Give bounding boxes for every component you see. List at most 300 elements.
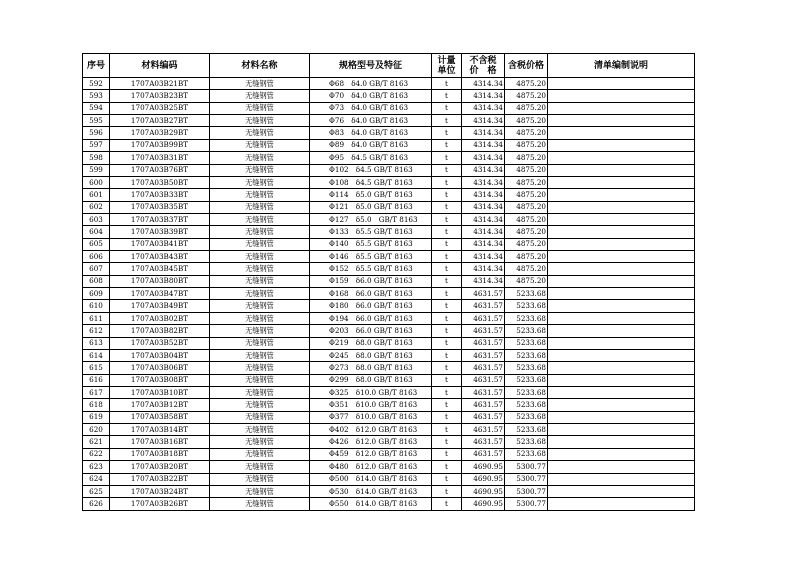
material-code: 1707A03B26BT <box>110 498 210 510</box>
material-code: 1707A03B39BT <box>110 226 210 238</box>
row-number: 600 <box>83 176 110 188</box>
material-code: 1707A03B58BT <box>110 411 210 423</box>
material-code: 1707A03B80BT <box>110 275 210 287</box>
unit: t <box>432 213 462 225</box>
specification: Φ73 δ4.0 GB/T 8163 <box>310 102 432 114</box>
material-code: 1707A03B43BT <box>110 251 210 263</box>
table-row <box>83 312 695 324</box>
material-code: 1707A03B22BT <box>110 473 210 485</box>
row-number: 621 <box>83 436 110 448</box>
material-code: 1707A03B16BT <box>110 436 210 448</box>
row-number: 614 <box>83 349 110 361</box>
price-excl-tax: 4314.34 <box>462 127 505 139</box>
material-name: 无缝钢管 <box>210 213 310 225</box>
table-row <box>83 473 695 485</box>
specification: Φ377 δ10.0 GB/T 8163 <box>310 411 432 423</box>
specification: Φ500 δ14.0 GB/T 8163 <box>310 473 432 485</box>
price-incl-tax: 5233.68 <box>505 411 548 423</box>
price-excl-tax: 4314.34 <box>462 176 505 188</box>
material-name: 无缝钢管 <box>210 337 310 349</box>
unit: t <box>432 226 462 238</box>
table-row <box>83 424 695 436</box>
specification: Φ76 δ4.0 GB/T 8163 <box>310 115 432 127</box>
price-excl-tax: 4314.34 <box>462 164 505 176</box>
note-cell <box>548 399 695 411</box>
table-row <box>83 115 695 127</box>
unit: t <box>432 139 462 151</box>
header-unit <box>432 54 462 78</box>
note-cell <box>548 448 695 460</box>
material-code: 1707A03B45BT <box>110 263 210 275</box>
note-cell <box>548 78 695 90</box>
material-name: 无缝钢管 <box>210 461 310 473</box>
material-code: 1707A03B99BT <box>110 139 210 151</box>
price-incl-tax: 4875.20 <box>505 152 548 164</box>
specification: Φ273 δ8.0 GB/T 8163 <box>310 362 432 374</box>
price-incl-tax: 5233.68 <box>505 436 548 448</box>
material-code: 1707A03B49BT <box>110 300 210 312</box>
note-cell <box>548 176 695 188</box>
material-name: 无缝钢管 <box>210 312 310 324</box>
unit: t <box>432 424 462 436</box>
material-code: 1707A03B31BT <box>110 152 210 164</box>
note-cell <box>548 386 695 398</box>
note-cell <box>548 300 695 312</box>
row-number: 625 <box>83 485 110 497</box>
price-excl-tax: 4314.34 <box>462 275 505 287</box>
material-code: 1707A03B35BT <box>110 201 210 213</box>
header-no: 序号 <box>83 54 110 78</box>
header-price <box>462 54 505 78</box>
price-excl-tax: 4631.57 <box>462 399 505 411</box>
material-code: 1707A03B52BT <box>110 337 210 349</box>
price-incl-tax: 5300.77 <box>505 461 548 473</box>
row-number: 622 <box>83 448 110 460</box>
price-excl-tax: 4314.34 <box>462 201 505 213</box>
price-incl-tax: 4875.20 <box>505 189 548 201</box>
price-incl-tax: 4875.20 <box>505 201 548 213</box>
note-cell <box>548 115 695 127</box>
table-row <box>83 461 695 473</box>
price-excl-tax: 4631.57 <box>462 424 505 436</box>
note-cell <box>548 139 695 151</box>
price-incl-tax: 4875.20 <box>505 164 548 176</box>
note-cell <box>548 473 695 485</box>
note-cell <box>548 337 695 349</box>
specification: Φ325 δ10.0 GB/T 8163 <box>310 386 432 398</box>
table-row <box>83 337 695 349</box>
specification: Φ402 δ12.0 GB/T 8163 <box>310 424 432 436</box>
note-cell <box>548 251 695 263</box>
material-name: 无缝钢管 <box>210 251 310 263</box>
price-incl-tax: 5233.68 <box>505 448 548 460</box>
note-cell <box>548 461 695 473</box>
specification: Φ459 δ12.0 GB/T 8163 <box>310 448 432 460</box>
price-excl-tax: 4314.34 <box>462 189 505 201</box>
table-row <box>83 238 695 250</box>
row-number: 598 <box>83 152 110 164</box>
specification: Φ83 δ4.0 GB/T 8163 <box>310 127 432 139</box>
row-number: 626 <box>83 498 110 510</box>
unit: t <box>432 448 462 460</box>
row-number: 602 <box>83 201 110 213</box>
unit: t <box>432 436 462 448</box>
price-excl-tax: 4314.34 <box>462 139 505 151</box>
unit: t <box>432 251 462 263</box>
price-incl-tax: 4875.20 <box>505 78 548 90</box>
table-row <box>83 139 695 151</box>
price-incl-tax: 5233.68 <box>505 337 548 349</box>
unit: t <box>432 485 462 497</box>
price-excl-tax: 4690.95 <box>462 473 505 485</box>
specification: Φ102 δ4.5 GB/T 8163 <box>310 164 432 176</box>
table-row <box>83 362 695 374</box>
unit: t <box>432 288 462 300</box>
material-code: 1707A03B04BT <box>110 349 210 361</box>
specification: Φ114 δ5.0 GB/T 8163 <box>310 189 432 201</box>
specification: Φ194 δ6.0 GB/T 8163 <box>310 312 432 324</box>
table-row <box>83 251 695 263</box>
table-row <box>83 498 695 510</box>
specification: Φ168 δ6.0 GB/T 8163 <box>310 288 432 300</box>
table-row <box>83 288 695 300</box>
price-incl-tax: 5233.68 <box>505 374 548 386</box>
note-cell <box>548 213 695 225</box>
table-row <box>83 127 695 139</box>
material-code: 1707A03B23BT <box>110 90 210 102</box>
row-number: 595 <box>83 115 110 127</box>
price-incl-tax: 4875.20 <box>505 176 548 188</box>
unit: t <box>432 176 462 188</box>
note-cell <box>548 275 695 287</box>
price-incl-tax: 5233.68 <box>505 325 548 337</box>
row-number: 611 <box>83 312 110 324</box>
material-name: 无缝钢管 <box>210 325 310 337</box>
material-code: 1707A03B37BT <box>110 213 210 225</box>
price-incl-tax: 5233.68 <box>505 288 548 300</box>
material-code: 1707A03B18BT <box>110 448 210 460</box>
specification: Φ550 δ14.0 GB/T 8163 <box>310 498 432 510</box>
specification: Φ108 δ4.5 GB/T 8163 <box>310 176 432 188</box>
specification: Φ351 δ10.0 GB/T 8163 <box>310 399 432 411</box>
price-excl-tax: 4631.57 <box>462 300 505 312</box>
row-number: 607 <box>83 263 110 275</box>
row-number: 599 <box>83 164 110 176</box>
material-name: 无缝钢管 <box>210 436 310 448</box>
specification: Φ299 δ8.0 GB/T 8163 <box>310 374 432 386</box>
row-number: 608 <box>83 275 110 287</box>
row-number: 617 <box>83 386 110 398</box>
header-row <box>83 54 695 78</box>
price-incl-tax: 5233.68 <box>505 312 548 324</box>
unit: t <box>432 337 462 349</box>
price-excl-tax: 4314.34 <box>462 115 505 127</box>
material-code: 1707A03B14BT <box>110 424 210 436</box>
material-code: 1707A03B20BT <box>110 461 210 473</box>
material-name: 无缝钢管 <box>210 201 310 213</box>
material-name: 无缝钢管 <box>210 189 310 201</box>
price-incl-tax: 5233.68 <box>505 386 548 398</box>
row-number: 619 <box>83 411 110 423</box>
row-number: 613 <box>83 337 110 349</box>
row-number: 623 <box>83 461 110 473</box>
price-incl-tax: 4875.20 <box>505 263 548 275</box>
row-number: 601 <box>83 189 110 201</box>
note-cell <box>548 238 695 250</box>
row-number: 594 <box>83 102 110 114</box>
price-incl-tax: 5233.68 <box>505 424 548 436</box>
specification: Φ133 δ5.5 GB/T 8163 <box>310 226 432 238</box>
material-name: 无缝钢管 <box>210 164 310 176</box>
material-code: 1707A03B06BT <box>110 362 210 374</box>
price-excl-tax: 4631.57 <box>462 288 505 300</box>
price-excl-tax: 4631.57 <box>462 312 505 324</box>
note-cell <box>548 424 695 436</box>
unit: t <box>432 498 462 510</box>
material-code: 1707A03B76BT <box>110 164 210 176</box>
specification: Φ89 δ4.0 GB/T 8163 <box>310 139 432 151</box>
unit: t <box>432 189 462 201</box>
specification: Φ68 δ4.0 GB/T 8163 <box>310 78 432 90</box>
unit: t <box>432 164 462 176</box>
unit: t <box>432 362 462 374</box>
price-excl-tax: 4314.34 <box>462 213 505 225</box>
material-name: 无缝钢管 <box>210 498 310 510</box>
unit: t <box>432 374 462 386</box>
price-excl-tax: 4314.34 <box>462 238 505 250</box>
note-cell <box>548 411 695 423</box>
row-number: 604 <box>83 226 110 238</box>
header-price-line1: 不含税 <box>469 55 497 66</box>
material-code: 1707A03B08BT <box>110 374 210 386</box>
material-name: 无缝钢管 <box>210 288 310 300</box>
note-cell <box>548 152 695 164</box>
table-row <box>83 386 695 398</box>
material-name: 无缝钢管 <box>210 300 310 312</box>
specification: Φ480 δ12.0 GB/T 8163 <box>310 461 432 473</box>
table-row <box>83 411 695 423</box>
material-name: 无缝钢管 <box>210 226 310 238</box>
material-name: 无缝钢管 <box>210 90 310 102</box>
price-excl-tax: 4314.34 <box>462 102 505 114</box>
price-incl-tax: 5233.68 <box>505 349 548 361</box>
unit: t <box>432 201 462 213</box>
note-cell <box>548 485 695 497</box>
price-excl-tax: 4631.57 <box>462 362 505 374</box>
material-code: 1707A03B29BT <box>110 127 210 139</box>
material-code: 1707A03B25BT <box>110 102 210 114</box>
row-number: 592 <box>83 78 110 90</box>
header-unit-line1: 计量 <box>437 55 456 66</box>
row-number: 593 <box>83 90 110 102</box>
unit: t <box>432 325 462 337</box>
note-cell <box>548 90 695 102</box>
specification: Φ152 δ5.5 GB/T 8163 <box>310 263 432 275</box>
table-row <box>83 374 695 386</box>
price-excl-tax: 4631.57 <box>462 436 505 448</box>
material-code: 1707A03B21BT <box>110 78 210 90</box>
unit: t <box>432 399 462 411</box>
material-name: 无缝钢管 <box>210 115 310 127</box>
unit: t <box>432 263 462 275</box>
unit: t <box>432 102 462 114</box>
price-excl-tax: 4314.34 <box>462 263 505 275</box>
price-incl-tax: 4875.20 <box>505 251 548 263</box>
price-incl-tax: 5233.68 <box>505 362 548 374</box>
row-number: 597 <box>83 139 110 151</box>
price-excl-tax: 4631.57 <box>462 349 505 361</box>
note-cell <box>548 288 695 300</box>
unit: t <box>432 90 462 102</box>
price-excl-tax: 4314.34 <box>462 78 505 90</box>
unit: t <box>432 115 462 127</box>
material-code: 1707A03B12BT <box>110 399 210 411</box>
table-row <box>83 102 695 114</box>
row-number: 615 <box>83 362 110 374</box>
row-number: 603 <box>83 213 110 225</box>
unit: t <box>432 152 462 164</box>
note-cell <box>548 226 695 238</box>
table-row <box>83 325 695 337</box>
price-excl-tax: 4690.95 <box>462 485 505 497</box>
table-row <box>83 152 695 164</box>
header-tax-price: 含税价格 <box>505 54 548 78</box>
price-excl-tax: 4690.95 <box>462 461 505 473</box>
specification: Φ146 δ5.5 GB/T 8163 <box>310 251 432 263</box>
row-number: 616 <box>83 374 110 386</box>
specification: Φ127 δ5.0 GB/T 8163 <box>310 213 432 225</box>
note-cell <box>548 127 695 139</box>
note-cell <box>548 349 695 361</box>
price-incl-tax: 4875.20 <box>505 102 548 114</box>
table-row <box>83 213 695 225</box>
material-name: 无缝钢管 <box>210 485 310 497</box>
table-row <box>83 275 695 287</box>
material-code: 1707A03B02BT <box>110 312 210 324</box>
price-excl-tax: 4314.34 <box>462 152 505 164</box>
unit: t <box>432 461 462 473</box>
note-cell <box>548 102 695 114</box>
material-code: 1707A03B27BT <box>110 115 210 127</box>
table-row <box>83 90 695 102</box>
price-excl-tax: 4690.95 <box>462 498 505 510</box>
specification: Φ121 δ5.0 GB/T 8163 <box>310 201 432 213</box>
note-cell <box>548 189 695 201</box>
price-incl-tax: 4875.20 <box>505 139 548 151</box>
specification: Φ530 δ14.0 GB/T 8163 <box>310 485 432 497</box>
note-cell <box>548 201 695 213</box>
material-price-table <box>82 53 695 511</box>
header-note: 清单编制说明 <box>548 54 695 78</box>
material-code: 1707A03B33BT <box>110 189 210 201</box>
material-code: 1707A03B41BT <box>110 238 210 250</box>
table-row <box>83 176 695 188</box>
specification: Φ159 δ6.0 GB/T 8163 <box>310 275 432 287</box>
price-excl-tax: 4314.34 <box>462 90 505 102</box>
price-incl-tax: 5300.77 <box>505 485 548 497</box>
table-row <box>83 436 695 448</box>
price-excl-tax: 4631.57 <box>462 374 505 386</box>
material-name: 无缝钢管 <box>210 127 310 139</box>
material-name: 无缝钢管 <box>210 176 310 188</box>
row-number: 610 <box>83 300 110 312</box>
specification: Φ95 δ4.5 GB/T 8163 <box>310 152 432 164</box>
specification: Φ426 δ12.0 GB/T 8163 <box>310 436 432 448</box>
table-body <box>83 78 695 511</box>
unit: t <box>432 349 462 361</box>
table-row <box>83 485 695 497</box>
table-row <box>83 300 695 312</box>
price-excl-tax: 4631.57 <box>462 325 505 337</box>
row-number: 606 <box>83 251 110 263</box>
price-incl-tax: 5233.68 <box>505 300 548 312</box>
specification: Φ140 δ5.5 GB/T 8163 <box>310 238 432 250</box>
material-name: 无缝钢管 <box>210 102 310 114</box>
material-code: 1707A03B24BT <box>110 485 210 497</box>
note-cell <box>548 164 695 176</box>
header-unit-line2: 单位 <box>437 65 456 76</box>
unit: t <box>432 312 462 324</box>
unit: t <box>432 411 462 423</box>
material-code: 1707A03B10BT <box>110 386 210 398</box>
material-name: 无缝钢管 <box>210 139 310 151</box>
note-cell <box>548 498 695 510</box>
material-name: 无缝钢管 <box>210 473 310 485</box>
price-incl-tax: 4875.20 <box>505 90 548 102</box>
header-code: 材料编码 <box>110 54 210 78</box>
material-code: 1707A03B82BT <box>110 325 210 337</box>
unit: t <box>432 78 462 90</box>
header-spec: 规格型号及特征 <box>310 54 432 78</box>
material-name: 无缝钢管 <box>210 238 310 250</box>
note-cell <box>548 374 695 386</box>
note-cell <box>548 263 695 275</box>
table-row <box>83 201 695 213</box>
table-row <box>83 226 695 238</box>
specification: Φ70 δ4.0 GB/T 8163 <box>310 90 432 102</box>
material-name: 无缝钢管 <box>210 448 310 460</box>
unit: t <box>432 127 462 139</box>
unit: t <box>432 238 462 250</box>
header-price-line2: 价 格 <box>469 65 497 76</box>
price-excl-tax: 4631.57 <box>462 386 505 398</box>
note-cell <box>548 362 695 374</box>
table-row <box>83 399 695 411</box>
price-incl-tax: 4875.20 <box>505 238 548 250</box>
row-number: 605 <box>83 238 110 250</box>
price-incl-tax: 5300.77 <box>505 498 548 510</box>
table-row <box>83 78 695 90</box>
price-excl-tax: 4631.57 <box>462 411 505 423</box>
material-code: 1707A03B50BT <box>110 176 210 188</box>
unit: t <box>432 300 462 312</box>
row-number: 624 <box>83 473 110 485</box>
material-name: 无缝钢管 <box>210 263 310 275</box>
specification: Φ180 δ6.0 GB/T 8163 <box>310 300 432 312</box>
material-code: 1707A03B47BT <box>110 288 210 300</box>
table-row <box>83 349 695 361</box>
unit: t <box>432 473 462 485</box>
note-cell <box>548 325 695 337</box>
price-incl-tax: 5300.77 <box>505 473 548 485</box>
table-row <box>83 164 695 176</box>
header-name: 材料名称 <box>210 54 310 78</box>
material-name: 无缝钢管 <box>210 152 310 164</box>
material-name: 无缝钢管 <box>210 362 310 374</box>
note-cell <box>548 436 695 448</box>
unit: t <box>432 386 462 398</box>
row-number: 620 <box>83 424 110 436</box>
